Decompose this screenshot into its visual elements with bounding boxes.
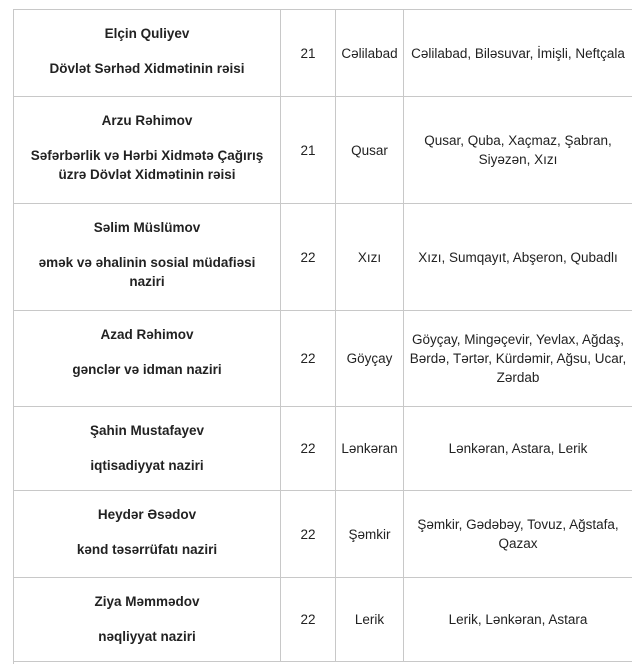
district-cell: Cəlilabad	[336, 10, 404, 96]
number-cell: 22	[281, 578, 336, 661]
regions-cell: Qusar, Quba, Xaçmaz, Şabran, Siyəzən, Xızı	[404, 97, 632, 203]
number-cell: 21	[281, 10, 336, 96]
person-name: Şahin Mustafayev	[89, 423, 205, 438]
person-cell	[14, 311, 281, 406]
regions-cell: Lerik, Lənkəran, Astara	[404, 578, 632, 661]
person-name: Arzu Rəhimov	[101, 113, 193, 128]
regions-cell: Lənkəran, Astara, Lerik	[404, 407, 632, 490]
person-cell	[14, 407, 281, 490]
person-position: nəqliyyat naziri	[98, 629, 196, 644]
person-cell	[14, 491, 281, 577]
person-name: Səlim Müslümov	[93, 220, 201, 235]
regions-cell: Şəmkir, Gədəbəy, Tovuz, Ağstafa, Qazax	[404, 491, 632, 577]
person-name: Ziya Məmmədov	[94, 594, 200, 609]
table-row	[14, 407, 632, 491]
district-cell: Şəmkir	[336, 491, 404, 577]
person-position: əmək və əhalinin sosial müdafiəsi naziri	[38, 255, 256, 289]
table-row	[14, 10, 632, 97]
number-cell: 21	[281, 97, 336, 203]
district-cell: Göyçay	[336, 311, 404, 406]
table-row	[14, 491, 632, 578]
person-name: Heydər Əsədov	[97, 507, 197, 522]
table-row	[14, 578, 632, 662]
person-name: Azad Rəhimov	[100, 327, 194, 342]
regions-cell: Cəlilabad, Biləsuvar, İmişli, Neftçala	[404, 10, 632, 96]
person-cell	[14, 204, 281, 310]
district-cell: Lənkəran	[336, 407, 404, 490]
table-row	[14, 204, 632, 311]
number-cell: 22	[281, 407, 336, 490]
number-cell: 22	[281, 491, 336, 577]
regions-cell: Göyçay, Mingəçevir, Yevlax, Ağdaş, Bərdə, Tərtər, Kürdəmir, Ağsu, Ucar, Zərdab	[404, 311, 632, 406]
table-row	[14, 97, 632, 204]
person-name: Elçin Quliyev	[104, 26, 190, 41]
number-cell: 22	[281, 204, 336, 310]
person-cell	[14, 10, 281, 96]
person-position: Dövlət Sərhəd Xidmətinin rəisi	[49, 61, 245, 76]
person-cell	[14, 97, 281, 203]
district-cell: Xızı	[336, 204, 404, 310]
person-position: gənclər və idman naziri	[72, 362, 222, 377]
person-position: iqtisadiyyat naziri	[90, 458, 204, 473]
person-position: kənd təsərrüfatı naziri	[76, 542, 218, 557]
person-position: Səfərbərlik və Hərbi Xidmətə Çağırış üzrə Dövlət Xidmətinin rəisi	[30, 148, 264, 182]
number-cell: 22	[281, 311, 336, 406]
regions-cell: Xızı, Sumqayıt, Abşeron, Qubadlı	[404, 204, 632, 310]
table-row	[14, 311, 632, 407]
person-cell	[14, 578, 281, 661]
district-cell: Qusar	[336, 97, 404, 203]
district-cell: Lerik	[336, 578, 404, 661]
ministers-table	[13, 9, 632, 664]
